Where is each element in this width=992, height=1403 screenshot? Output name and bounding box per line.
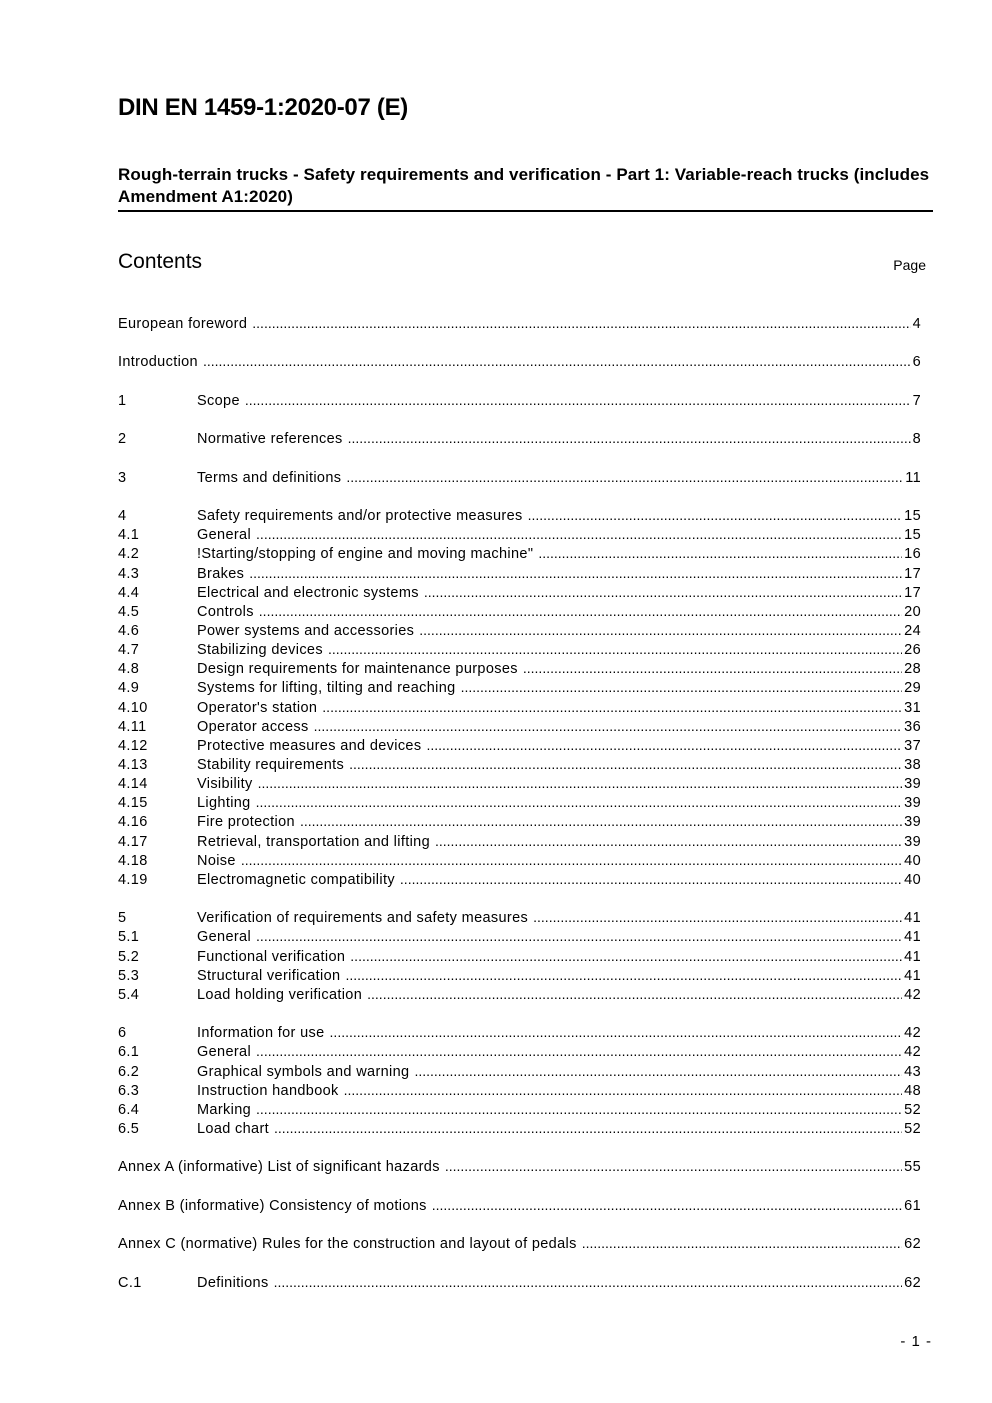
document-id: DIN EN 1459-1:2020-07 (E) (118, 94, 408, 121)
toc-entry[interactable] (118, 314, 921, 333)
toc-dot-leader (203, 352, 911, 371)
toc-entry-title: Information for use (197, 1025, 325, 1042)
toc-entry-title: Terms and definitions (197, 469, 342, 486)
toc-dot-leader (274, 1119, 902, 1138)
toc-entry[interactable] (118, 1234, 921, 1253)
toc-dot-leader (330, 1023, 903, 1042)
toc-entry-number: 2 (118, 431, 127, 448)
toc-entry[interactable] (118, 391, 921, 410)
toc-entry[interactable] (118, 659, 921, 678)
toc-entry-title: Retrieval, transportation and lifting (197, 833, 430, 850)
toc-entry-page: 39 (904, 814, 921, 831)
toc-dot-leader (245, 391, 911, 410)
toc-dot-leader (445, 1157, 902, 1176)
toc-dot-leader (345, 966, 902, 985)
toc-entry-title: !Starting/stopping of engine and moving machine" (197, 546, 534, 563)
toc-dot-leader (322, 698, 902, 717)
toc-entry[interactable] (118, 851, 921, 870)
toc-entry-title: Noise (197, 852, 236, 869)
toc-entry[interactable] (118, 985, 921, 1004)
toc-entry-number: 6.2 (118, 1063, 140, 1080)
toc-entry[interactable] (118, 352, 921, 371)
toc-dot-leader (241, 851, 902, 870)
toc-entry-page: 15 (904, 508, 921, 525)
toc-entry-title: Graphical symbols and warning (197, 1063, 410, 1080)
toc-entry-title: Instruction handbook (197, 1082, 339, 1099)
toc-entry[interactable] (118, 506, 921, 525)
toc-entry-title: General (197, 527, 252, 544)
toc-entry-page: 20 (904, 603, 921, 620)
document-subtitle: Rough-terrain trucks - Safety requirements and verification - Part 1: Variable-reach trucks (includes Amendment A1:2020) (118, 164, 933, 212)
toc-entry-title: Stabilizing devices (197, 642, 323, 659)
toc-dot-leader (461, 678, 903, 697)
toc-entry-number: 1 (118, 392, 127, 409)
toc-entry-number: 6 (118, 1025, 127, 1042)
toc-entry-title: Scope (197, 392, 240, 409)
toc-entry-number: 5.2 (118, 948, 140, 965)
toc-entry-title: Operator access (197, 718, 309, 735)
toc-entry-number: 4.6 (118, 623, 140, 640)
toc-entry[interactable] (118, 947, 921, 966)
toc-entry-number: 4.15 (118, 795, 148, 812)
toc-entry-number: 4.1 (118, 527, 140, 544)
toc-entry-page: 37 (904, 737, 921, 754)
toc-entry-page: 42 (904, 1044, 921, 1061)
toc-dot-leader (256, 525, 902, 544)
toc-entry[interactable] (118, 1157, 921, 1176)
toc-dot-leader (528, 506, 903, 525)
toc-entry-title: Normative references (197, 431, 343, 448)
toc-entry-title: Marking (197, 1101, 252, 1118)
toc-entry-page: 38 (904, 757, 921, 774)
toc-entry-title: Visibility (197, 776, 253, 793)
toc-entry-title: Load chart (197, 1121, 270, 1137)
page-column-label: Page (893, 257, 926, 273)
toc-entry-page: 41 (904, 929, 921, 946)
toc-dot-leader (252, 314, 910, 333)
toc-entry[interactable] (118, 698, 921, 717)
toc-entry-number: 5.3 (118, 967, 140, 984)
toc-entry-page: 41 (904, 948, 921, 965)
toc-entry-number: 4.14 (118, 776, 148, 793)
toc-dot-leader (328, 640, 902, 659)
toc-dot-leader (314, 717, 903, 736)
toc-dot-leader (367, 985, 902, 1004)
toc-dot-leader (249, 564, 902, 583)
toc-dot-leader (432, 1196, 902, 1215)
toc-entry-title: General (197, 929, 252, 946)
toc-entry[interactable] (118, 812, 921, 831)
toc-entry[interactable] (118, 640, 921, 659)
toc-entry[interactable] (118, 468, 921, 487)
toc-entry[interactable] (118, 774, 921, 793)
toc-entry-number: 6.4 (118, 1101, 140, 1118)
toc-entry-page: 52 (904, 1101, 921, 1118)
toc-entry-title: Stability requirements (197, 757, 345, 774)
toc-dot-leader (256, 1042, 902, 1061)
page-number: - 1 - (900, 1333, 932, 1350)
toc-entry-page: 28 (904, 661, 921, 678)
toc-entry[interactable] (118, 525, 921, 544)
toc-entry-page: 42 (904, 1025, 921, 1042)
toc-entry-page: 8 (912, 431, 921, 448)
toc-dot-leader (346, 468, 903, 487)
toc-entry-page: 55 (904, 1159, 921, 1176)
toc-entry-number: 3 (118, 469, 127, 486)
toc-entry-page: 40 (904, 871, 921, 888)
toc-entry-page: 24 (904, 623, 921, 640)
toc-entry-title: Electrical and electronic systems (197, 584, 419, 601)
toc-entry[interactable] (118, 1023, 921, 1042)
toc-entry[interactable] (118, 966, 921, 985)
toc-dot-leader (582, 1234, 902, 1253)
toc-entry-title: Structural verification (197, 967, 341, 984)
toc-entry-title: Load holding verification (197, 986, 363, 1003)
toc-entry[interactable] (118, 870, 921, 889)
toc-entry-number: 4.18 (118, 852, 148, 869)
toc-entry-title: Definitions (197, 1274, 269, 1291)
toc-entry-number: 4.16 (118, 814, 148, 831)
toc-entry-number: 4.19 (118, 871, 148, 888)
toc-entry[interactable] (118, 1081, 921, 1100)
toc-entry-page: 42 (904, 986, 921, 1003)
toc-entry-number: 4.10 (118, 699, 148, 716)
toc-dot-leader (348, 429, 911, 448)
toc-dot-leader (274, 1273, 903, 1292)
toc-dot-leader (426, 736, 902, 755)
toc-entry-title: Operator's station (197, 699, 318, 716)
toc-entry[interactable] (118, 755, 921, 774)
contents-heading: Contents (118, 250, 203, 273)
toc-entry-title: Functional verification (197, 948, 346, 965)
toc-entry-title: General (197, 1044, 252, 1061)
toc-entry-page: 17 (904, 584, 921, 601)
toc-dot-leader (523, 659, 902, 678)
toc-entry-title: European foreword (118, 316, 248, 332)
toc-entry[interactable] (118, 793, 921, 812)
toc-entry-page: 31 (904, 699, 921, 716)
toc-entry-page: 41 (904, 967, 921, 984)
toc-entry[interactable] (118, 1042, 921, 1061)
toc-entry[interactable] (118, 832, 921, 851)
toc-entry[interactable] (118, 621, 921, 640)
toc-entry-title: Annex A (informative) List of significant hazards (118, 1159, 440, 1176)
toc-entry-page: 17 (904, 565, 921, 582)
toc-entry-page: 62 (904, 1236, 921, 1253)
toc-entry-page: 29 (904, 680, 921, 697)
toc-entry-title: Introduction (118, 354, 198, 371)
toc-entry-number: 4.5 (118, 603, 140, 620)
toc-dot-leader (533, 908, 902, 927)
toc-entry[interactable] (118, 583, 921, 602)
toc-entry-page: 26 (904, 642, 921, 659)
toc-entry-number: 4.12 (118, 737, 148, 754)
toc-entry-page: 15 (904, 527, 921, 544)
toc-entry[interactable] (118, 1196, 921, 1215)
toc-dot-leader (259, 602, 902, 621)
toc-entry-title: Safety requirements and/or protective measures (197, 508, 523, 525)
toc-entry[interactable] (118, 717, 921, 736)
toc-entry-page: 7 (912, 392, 921, 409)
toc-entry-page: 36 (904, 718, 921, 735)
toc-entry[interactable] (118, 678, 921, 697)
toc-entry-number: 5.4 (118, 986, 140, 1003)
toc-entry-number: C.1 (118, 1274, 142, 1291)
toc-entry-number: 4.4 (118, 584, 140, 601)
toc-entry-number: 5.1 (118, 929, 140, 946)
toc-entry[interactable] (118, 908, 921, 927)
toc-entry-title: Controls (197, 603, 254, 620)
toc-entry-title: Lighting (197, 795, 251, 812)
toc-dot-leader (349, 755, 902, 774)
toc-entry-title: Design requirements for maintenance purposes (197, 661, 518, 678)
toc-entry[interactable] (118, 429, 921, 448)
toc-dot-leader (256, 927, 902, 946)
toc-dot-leader (258, 774, 903, 793)
toc-dot-leader (414, 1062, 902, 1081)
toc-entry-number: 4 (118, 508, 127, 525)
toc-dot-leader (350, 947, 902, 966)
toc-entry-page: 16 (904, 546, 921, 563)
toc-entry-number: 6.3 (118, 1082, 140, 1099)
toc-dot-leader (419, 621, 902, 640)
toc-entry-title: Verification of requirements and safety measures (197, 910, 529, 927)
toc-dot-leader (344, 1081, 903, 1100)
toc-entry-page: 39 (904, 833, 921, 850)
table-of-contents (118, 314, 921, 1292)
toc-entry[interactable] (118, 544, 921, 563)
toc-entry-number: 4.3 (118, 565, 140, 582)
toc-entry[interactable] (118, 1273, 921, 1292)
toc-entry-number: 4.11 (118, 718, 147, 735)
toc-entry-page: 6 (912, 354, 921, 371)
toc-dot-leader (256, 1100, 902, 1119)
toc-entry[interactable] (118, 736, 921, 755)
toc-entry-page: 52 (904, 1121, 921, 1137)
toc-entry-title: Protective measures and devices (197, 737, 422, 754)
toc-entry-page: 39 (904, 795, 921, 812)
toc-entry-title: Electromagnetic compatibility (197, 871, 395, 888)
toc-entry-number: 4.13 (118, 757, 148, 774)
toc-entry-number: 6.5 (118, 1121, 140, 1137)
toc-entry[interactable] (118, 1100, 921, 1119)
toc-entry-page: 39 (904, 776, 921, 793)
toc-entry[interactable] (118, 1062, 921, 1081)
toc-entry-page: 48 (904, 1082, 921, 1099)
toc-entry[interactable] (118, 1119, 921, 1138)
toc-dot-leader (400, 870, 902, 889)
toc-entry-page: 4 (912, 316, 921, 332)
toc-entry-title: Fire protection (197, 814, 295, 831)
toc-entry-page: 41 (904, 910, 921, 927)
toc-dot-leader (435, 832, 902, 851)
toc-entry-title: Annex C (normative) Rules for the construction and layout of pedals (118, 1236, 577, 1253)
toc-entry-page: 11 (905, 469, 921, 486)
toc-entry-page: 40 (904, 852, 921, 869)
toc-dot-leader (538, 544, 902, 563)
toc-entry-page: 43 (904, 1063, 921, 1080)
toc-dot-leader (256, 793, 903, 812)
toc-entry-number: 5 (118, 910, 127, 927)
toc-entry-number: 4.7 (118, 642, 140, 659)
toc-entry-page: 62 (904, 1274, 921, 1291)
toc-entry-title: Power systems and accessories (197, 623, 415, 640)
toc-dot-leader (300, 812, 902, 831)
toc-dot-leader (424, 583, 902, 602)
toc-entry-number: 6.1 (118, 1044, 140, 1061)
toc-entry[interactable] (118, 602, 921, 621)
toc-entry-number: 4.9 (118, 680, 140, 697)
toc-entry[interactable] (118, 927, 921, 946)
toc-entry-title: Brakes (197, 565, 245, 582)
toc-entry-title: Systems for lifting, tilting and reaching (197, 680, 456, 697)
toc-entry-number: 4.17 (118, 833, 148, 850)
toc-entry-page: 61 (904, 1197, 921, 1214)
toc-entry-number: 4.2 (118, 546, 140, 563)
toc-entry-number: 4.8 (118, 661, 140, 678)
toc-entry[interactable] (118, 564, 921, 583)
toc-entry-title: Annex B (informative) Consistency of motions (118, 1197, 427, 1214)
